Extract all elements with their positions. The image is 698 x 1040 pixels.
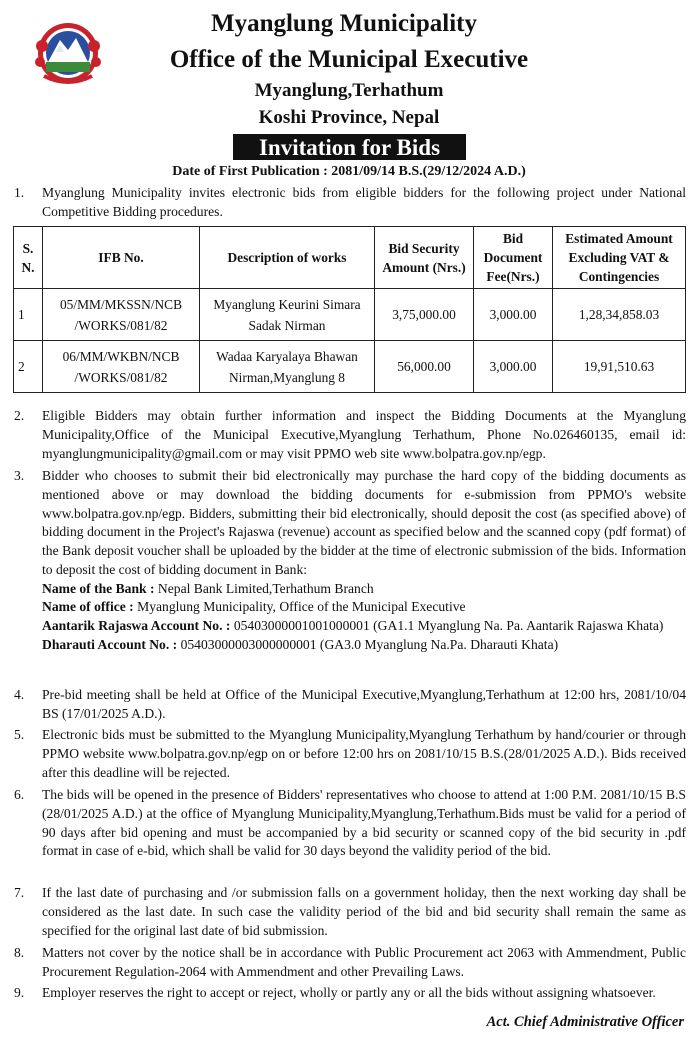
item-text: Pre-bid meeting shall be held at Office of the Municipal Executive,Myanglung,Terhathum at 12:00 hrs, 2081/10/04 BS (17/01/2025 A.D.).: [42, 687, 686, 721]
cell-fee: 3,000.00: [474, 289, 553, 341]
item-text: Employer reserves the right to accept or reject, wholly or partly any or all the bids without assigning whatsoever.: [42, 985, 656, 1000]
dharauti-label: Dharauti Account No. :: [42, 636, 178, 652]
header-description: Description of works: [200, 227, 375, 289]
item-text: Matters not cover by the notice shall be in accordance with Public Procurement act 2063 with Ammendment, Public Procurement Regulation-2064 with Ammendment and other Prevailing Laws.: [42, 945, 686, 979]
aantarik-account-line: [42, 617, 686, 636]
dharauti-value: 05403000003000000001 (GA3.0 Myanglung Na.Pa. Dharauti Khata): [177, 636, 559, 652]
cell-ifb: 05/MM/MKSSN/NCB /WORKS/081/82: [43, 289, 200, 341]
table-row: [14, 341, 686, 393]
table-header-row: [14, 227, 686, 289]
office-name: Office of the Municipal Executive: [169, 46, 529, 73]
bank-label: Name of the Bank :: [42, 580, 155, 596]
item-text: Eligible Bidders may obtain further information and inspect the Bidding Documents at the Myanglung Municipality,Office of the Municipal Executive,Myanglung Terhathum, Phone No.026460135, email id: myanglungmunicipality@gmail.com or may visit PPMO web site www.bolpatra.gov.np/egp.: [42, 408, 686, 461]
item-text: Bidder who chooses to submit their bid electronically may purchase the hard copy of the bidding documents as mentioned above or may download the bidding documents for e-submission from PPMO's website www.bolpatra.gov.np/egp. Bidders, submitting their bid electronically, should deposit the cost (as specified above) of bidding document in the Project's Rajaswa (revenue) account as specified below and the scanned copy (pdf format) of the Bank deposit voucher shall be uploaded by the bidder at the time of electronic submission of the bids. Information to deposit the cost of bidding document in Bank:: [42, 468, 686, 577]
notice-title: Invitation for Bids: [233, 134, 466, 160]
bank-name-line: [42, 580, 686, 599]
bids-table: [13, 226, 686, 393]
header-sn: S. N.: [14, 227, 43, 289]
item-text: Electronic bids must be submitted to the Myanglung Municipality,Myanglung Terhathum by hand/courier or through PPMO website www.bolpatra.gov.np/egp on or before 12:00 hrs on 2081/10/15 B.S.(28/01/2025 A.D.). Bids received after this deadline will be rejected.: [42, 727, 686, 780]
location-line: Myanglung,Terhathum: [254, 80, 444, 101]
list-item: [14, 884, 686, 940]
cell-ifb: 06/MM/WKBN/NCB /WORKS/081/82: [43, 341, 200, 393]
item-number: 6.: [14, 787, 25, 802]
item-text: If the last date of purchasing and /or submission falls on a government holiday, then the next working day shall be considered as the last date. In such case the validity period of the bid and bid security shall remain the same as specified for the original last date of bid submission.: [42, 885, 686, 938]
item-text: The bids will be opened in the presence of Bidders' representatives who choose to attend at 1:00 P.M. 2081/10/15 B.S (28/01/2025 A.D.) at the office of Myanglung Municipality,Myanglung,Terhathum.Bids must be valid for a period of 90 days after bid opening and must be accompanied by a bid security or scanned copy of the bid security in .pdf format in case of e-bid, which shall be valid for 30 days beyond the validity period of the bid.: [42, 787, 686, 859]
list-item: [14, 984, 686, 1003]
header-estimate: Estimated Amount Excluding VAT & Contingencies: [553, 227, 686, 289]
item-number: 5.: [14, 727, 25, 742]
publication-date: Date of First Publication : 2081/09/14 B.S.(29/12/2024 A.D.): [172, 164, 526, 179]
item-number: 8.: [14, 945, 25, 960]
item-number: 4.: [14, 687, 25, 702]
table-row: [14, 289, 686, 341]
cell-security: 56,000.00: [375, 341, 474, 393]
signatory-title: Act. Chief Administrative Officer: [486, 1014, 684, 1030]
item-number: 3.: [14, 468, 25, 483]
header-fee: Bid Document Fee(Nrs.): [474, 227, 553, 289]
list-item: [14, 726, 686, 782]
cell-description: Wadaa Karyalaya Bhawan Nirman,Myanglung 8: [200, 341, 375, 393]
cell-estimate: 19,91,510.63: [553, 341, 686, 393]
cell-estimate: 1,28,34,858.03: [553, 289, 686, 341]
list-item: [14, 407, 686, 463]
list-item: [14, 467, 686, 654]
cell-security: 3,75,000.00: [375, 289, 474, 341]
list-item: [14, 786, 686, 861]
bank-value: Nepal Bank Limited,Terhathum Branch: [154, 580, 374, 596]
item-text: Myanglung Municipality invites electronic bids from eligible bidders for the following project under National Competitive Bidding procedures.: [42, 185, 686, 219]
office-name-line: [42, 598, 686, 617]
item-number: 1.: [14, 185, 25, 200]
item-number: 9.: [14, 985, 25, 1000]
dharauti-account-line: [42, 636, 686, 655]
province-line: Koshi Province, Nepal: [258, 107, 440, 128]
cell-description: Myanglung Keurini Simara Sadak Nirman: [200, 289, 375, 341]
cell-fee: 3,000.00: [474, 341, 553, 393]
header-security: Bid Security Amount (Nrs.): [375, 227, 474, 289]
list-item: [14, 184, 686, 222]
item-number: 7.: [14, 885, 25, 900]
list-item: [14, 686, 686, 724]
aantarik-label: Aantarik Rajaswa Account No. :: [42, 617, 231, 633]
header-ifb: IFB No.: [43, 227, 200, 289]
cell-sn: 2: [14, 341, 43, 393]
item-number: 2.: [14, 408, 25, 423]
aantarik-value: 05403000001001000001 (GA1.1 Myanglung Na. Pa. Aantarik Rajaswa Khata): [230, 617, 664, 633]
cell-sn: 1: [14, 289, 43, 341]
municipality-name: Myanglung Municipality: [210, 10, 477, 37]
office-value: Myanglung Municipality, Office of the Municipal Executive: [133, 599, 466, 615]
list-item: [14, 944, 686, 982]
office-label: Name of office :: [42, 599, 134, 615]
